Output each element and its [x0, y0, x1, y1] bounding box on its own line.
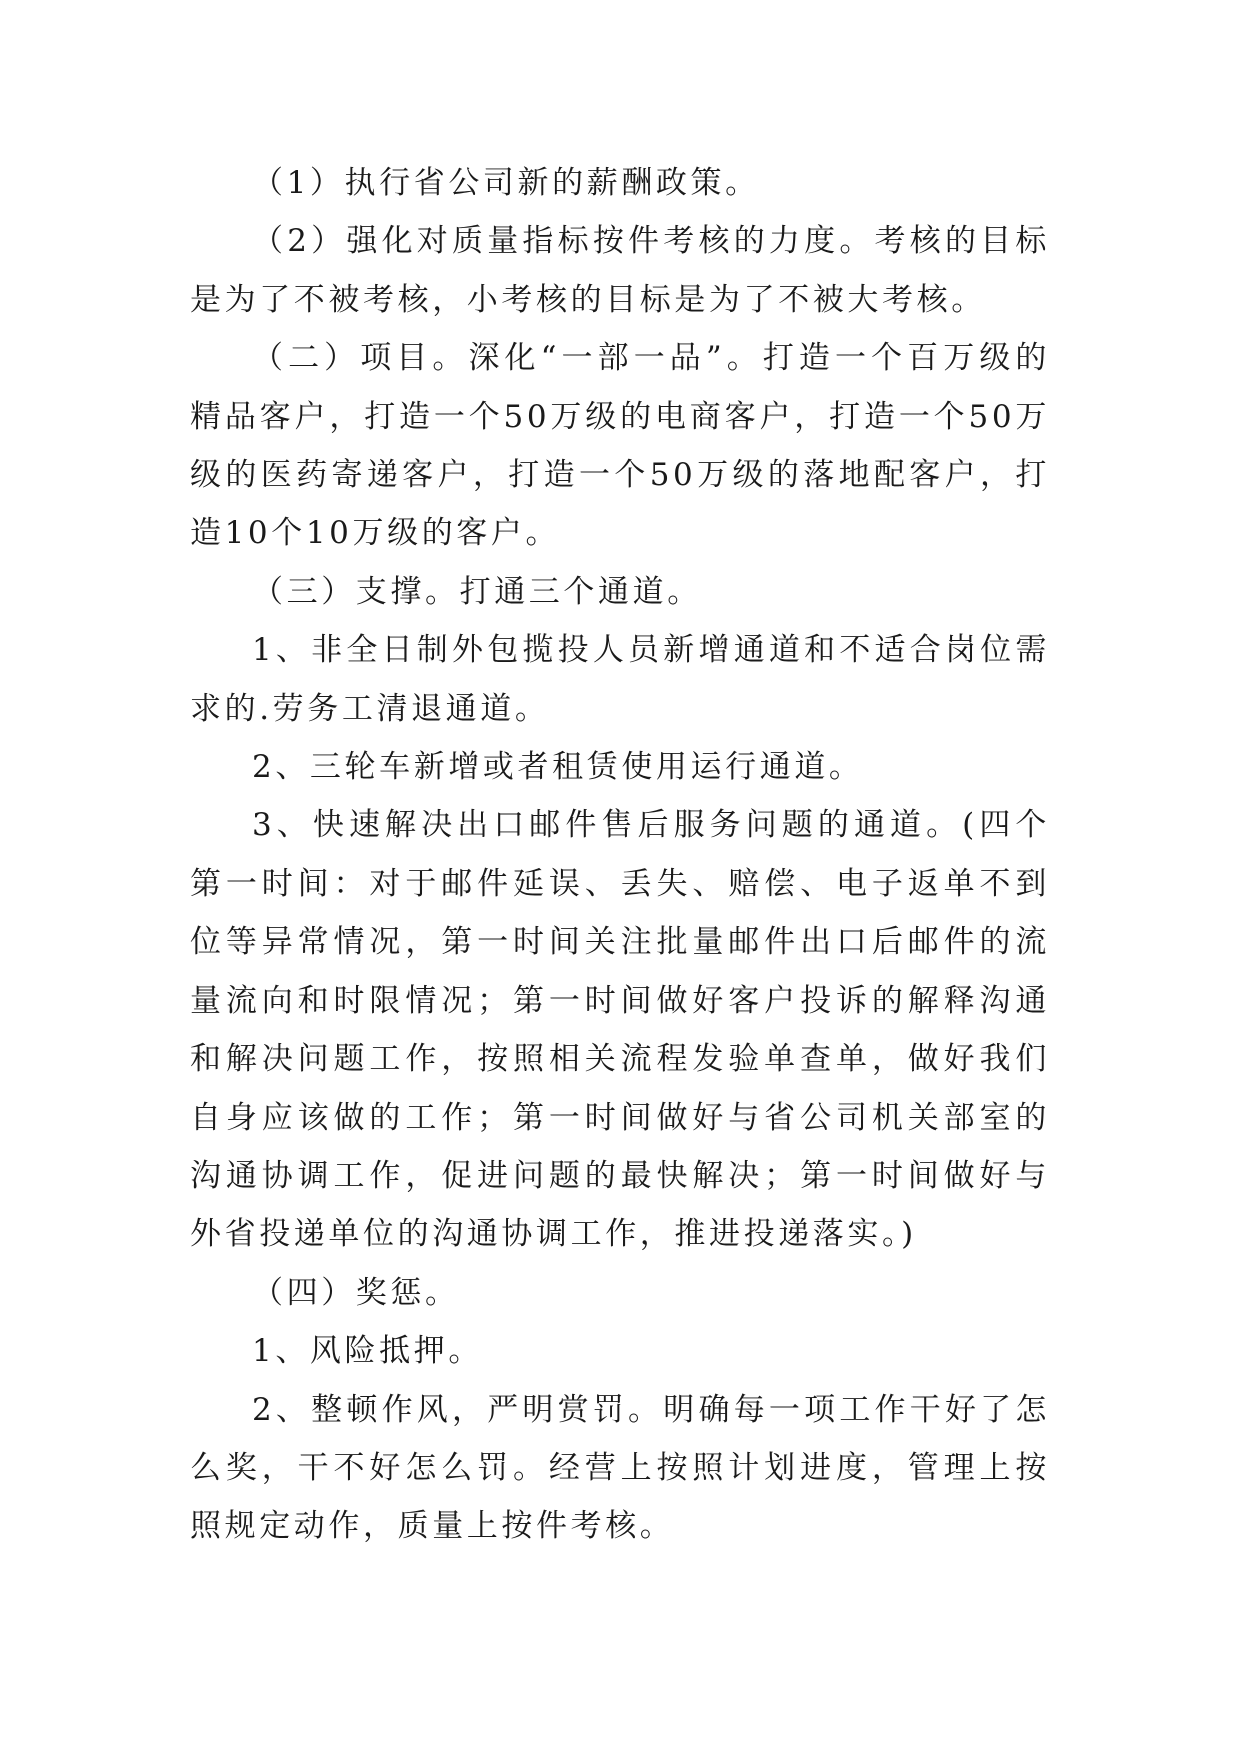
paragraph-quality-assessment: （2）强化对质量指标按件考核的力度。考核的目标是为了不被考核，小考核的目标是为了不被大考核。: [190, 223, 1050, 318]
paragraph-channel-1: 1、非全日制外包揽投人员新增通道和不适合岗位需求的.劳务工清退通道。: [190, 632, 1050, 727]
document-body: [190, 154, 1050, 1556]
paragraph-channel-3: 3、快速解决出口邮件售后服务问题的通道。(四个第一时间：对于邮件延误、丢失、赔偿、电子返单不到位等异常情况，第一时间关注批量邮件出口后邮件的流量流向和时限情况；第一时间做好客户投诉的解释沟通和解决问题工作，按照相关流程发验单查单，做好我们自身应该做的工作；第一时间做好与省公司机关部室的沟通协调工作，促进问题的最快解决；第一时间做好与外省投递单位的沟通协调工作，推进投递落实。): [190, 807, 1050, 1253]
paragraph-projects: （二）项目。深化“一部一品”。打造一个百万级的精品客户，打造一个50万级的电商客户，打造一个50万级的医药寄递客户，打造一个50万级的落地配客户，打造10个10万级的客户。: [190, 340, 1050, 552]
paragraph-support-heading: （三）支撑。打通三个通道。: [252, 573, 702, 610]
paragraph-channel-2: 2、三轮车新增或者租赁使用运行通道。: [252, 749, 864, 786]
paragraph-salary-policy: （1）执行省公司新的薪酬政策。: [252, 165, 760, 201]
paragraph-work-style: 2、整顿作风，严明赏罚。明确每一项工作干好了怎么奖，干不好怎么罚。经营上按照计划进度，管理上按照规定动作，质量上按件考核。: [190, 1391, 1050, 1545]
paragraph-rewards-heading: （四）奖惩。: [252, 1274, 460, 1311]
paragraph-risk-deposit: 1、风险抵押。: [252, 1333, 483, 1370]
